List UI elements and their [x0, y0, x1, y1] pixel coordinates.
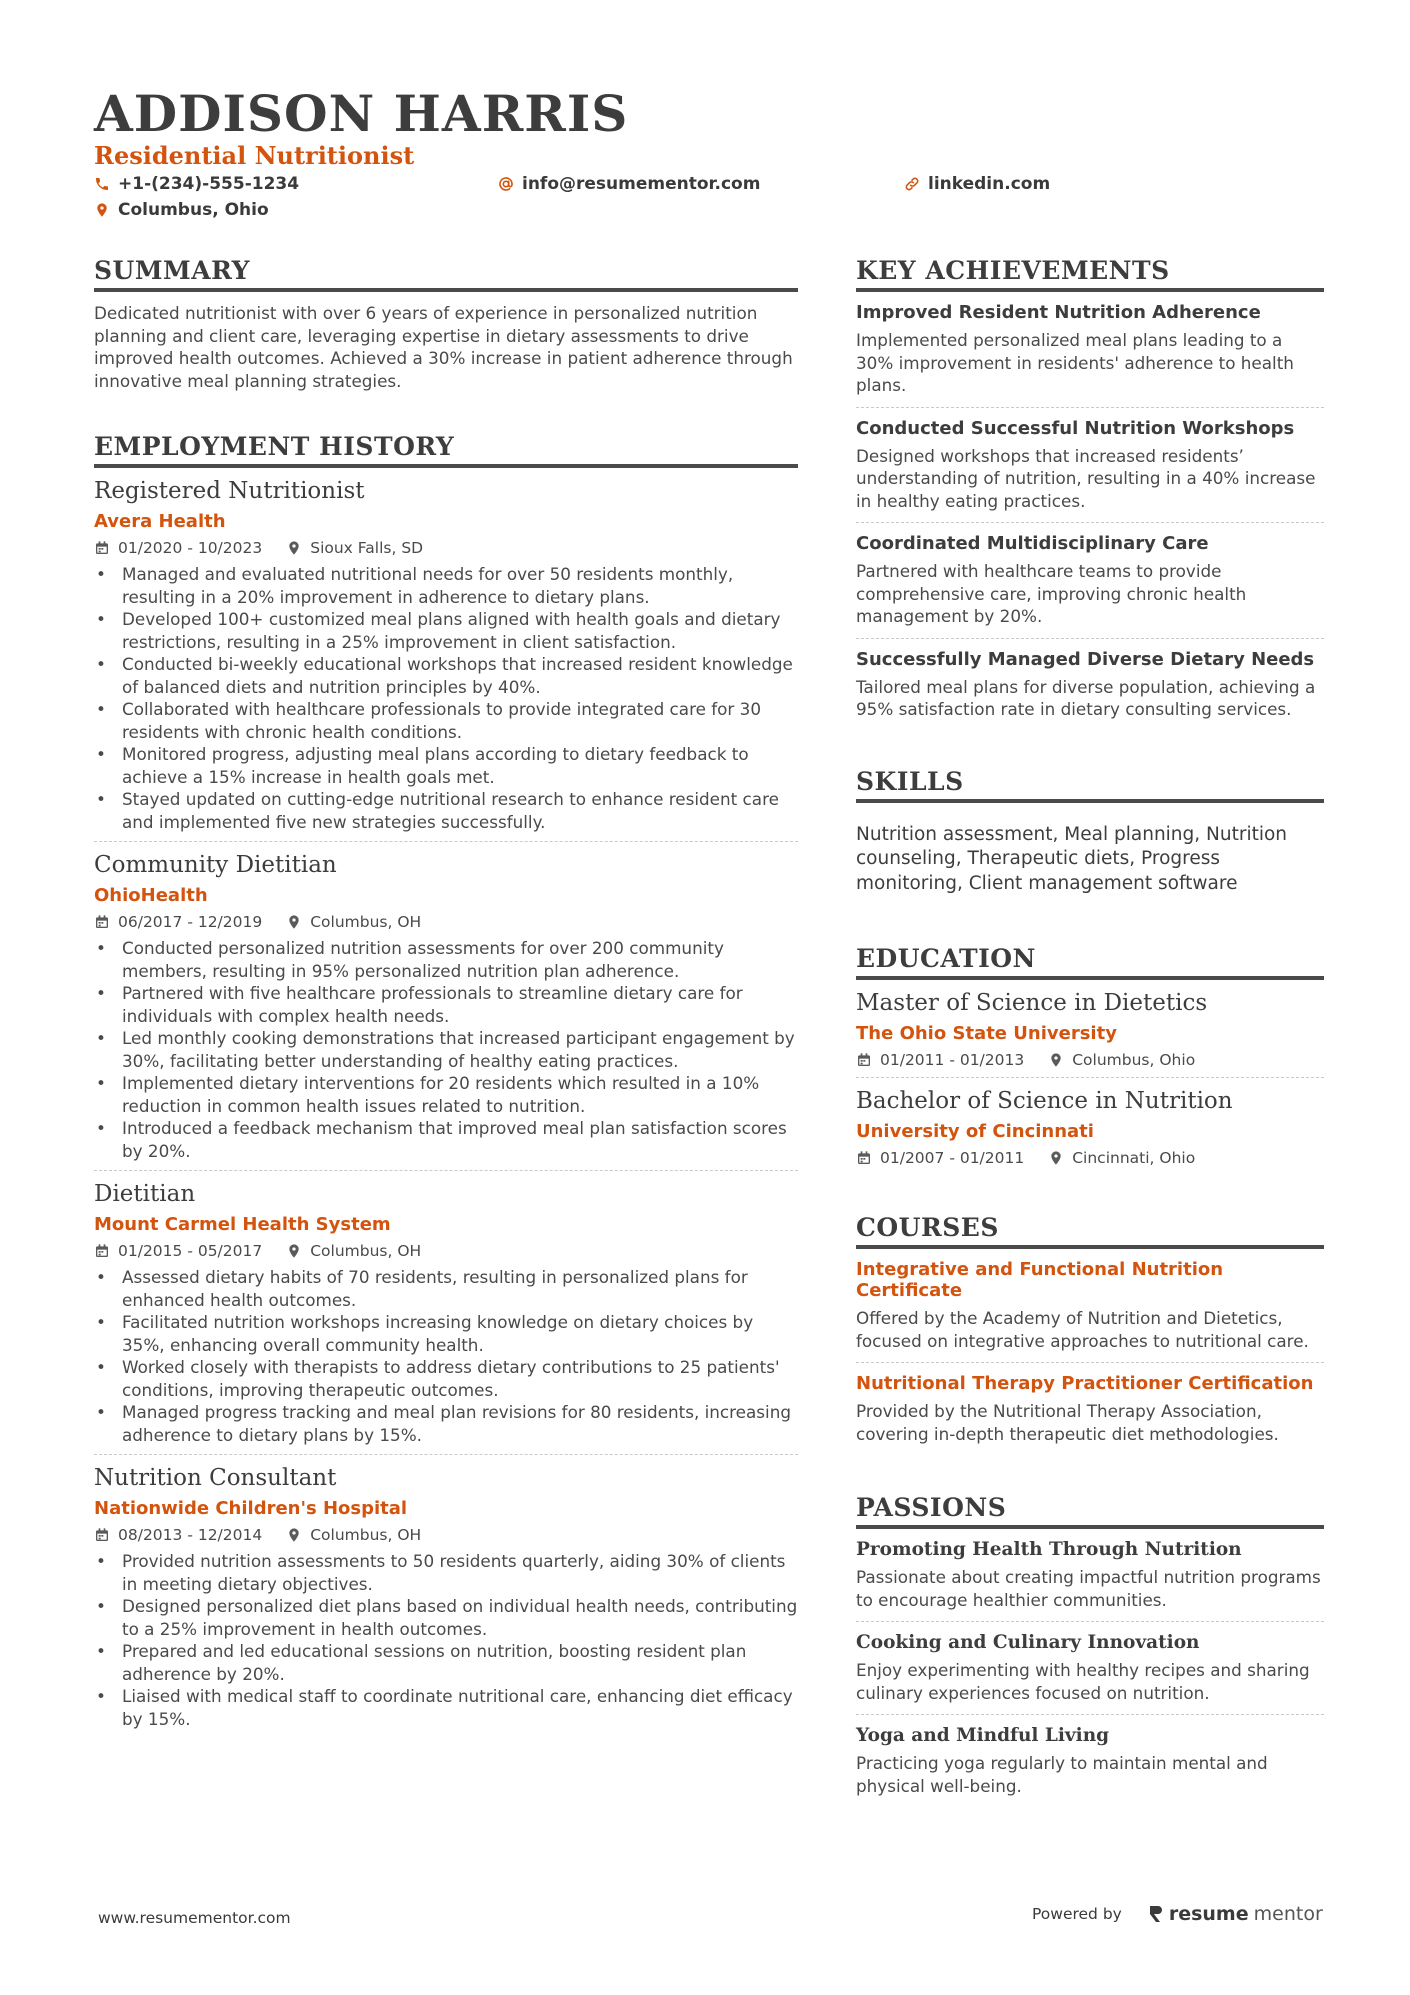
course-item	[856, 1249, 1324, 1363]
link-icon	[904, 176, 920, 192]
school-name: University of Cincinnati	[856, 1121, 1094, 1142]
passion-item	[856, 1622, 1324, 1715]
location-pin-icon	[1048, 1052, 1064, 1068]
calendar-icon	[94, 914, 110, 930]
job-dates	[94, 1526, 262, 1544]
bullet: • Worked closely with therapists to address dietary contributions to 25 patients' conditions, improving therapeutic outcomes.	[94, 1356, 798, 1401]
calendar-icon	[94, 1527, 110, 1543]
footer-website[interactable]: www.resumementor.com	[98, 1909, 291, 1927]
location-text: Columbus, Ohio	[118, 200, 269, 220]
brand-name-part2: mentor	[1253, 1903, 1323, 1925]
education-heading: EDUCATION	[856, 944, 1324, 980]
job-title: Registered Nutritionist	[94, 478, 365, 504]
phone-text: +1-(234)-555-1234	[118, 174, 300, 194]
education-location	[1048, 1051, 1195, 1069]
job-bullets	[94, 937, 798, 1162]
candidate-role: Residential Nutritionist	[94, 141, 415, 170]
bullet: • Introduced a feedback mechanism that improved meal plan satisfaction scores by 20%.	[94, 1117, 798, 1162]
job-location-text: Columbus, OH	[310, 1526, 422, 1544]
job-dates-text: 08/2013 - 12/2014	[118, 1526, 263, 1544]
job-dates-text: 01/2015 - 05/2017	[118, 1242, 263, 1260]
job-meta	[94, 913, 798, 931]
achievement-text: Partnered with healthcare teams to provide comprehensive care, improving chronic health management by 20%.	[856, 561, 1247, 626]
job-title: Dietitian	[94, 1181, 196, 1207]
bullet: • Designed personalized diet plans based on individual health needs, contributing to a 25% improvement in health outcomes.	[94, 1595, 798, 1640]
job-bullets	[94, 563, 798, 833]
employer-name: Avera Health	[94, 511, 226, 532]
achievement-text: Implemented personalized meal plans leading to a 30% improvement in residents' adherence to health plans.	[856, 330, 1294, 395]
employer-name: OhioHealth	[94, 885, 208, 906]
education-location-text: Cincinnati, Ohio	[1072, 1149, 1196, 1167]
candidate-name: ADDISON HARRIS	[94, 84, 629, 143]
calendar-icon	[94, 540, 110, 556]
left-column	[94, 256, 798, 1738]
employer-name: Nationwide Children's Hospital	[94, 1498, 408, 1519]
job-bullets	[94, 1550, 798, 1730]
calendar-icon	[856, 1052, 872, 1068]
degree-title: Bachelor of Science in Nutrition	[856, 1088, 1233, 1114]
powered-by-label: Powered by	[1032, 1905, 1122, 1923]
education-location	[1048, 1149, 1195, 1167]
email-text: info@resumementor.com	[522, 174, 761, 194]
achievement-item	[856, 523, 1324, 639]
job-meta	[94, 1526, 798, 1544]
job-entry	[94, 842, 798, 1171]
education-meta	[856, 1149, 1324, 1167]
bullet: • Prepared and led educational sessions on nutrition, boosting resident plan adherence by 20%.	[94, 1640, 798, 1685]
job-location-text: Sioux Falls, SD	[310, 539, 424, 557]
location-pin-icon	[286, 1243, 302, 1259]
calendar-icon	[856, 1150, 872, 1166]
job-bullets	[94, 1266, 798, 1446]
job-entry	[94, 1455, 798, 1738]
brand-name-part1: resume	[1168, 1903, 1249, 1925]
bullet: • Partnered with five healthcare professionals to streamline dietary care for individuals with complex health needs.	[94, 982, 798, 1027]
job-location	[286, 1242, 421, 1260]
degree-title: Master of Science in Dietetics	[856, 990, 1208, 1016]
bullet: • Implemented dietary interventions for 20 residents which resulted in a 10% reduction in common health issues related to nutrition.	[94, 1072, 798, 1117]
course-title: Nutritional Therapy Practitioner Certification	[856, 1373, 1314, 1394]
job-meta	[94, 1242, 798, 1260]
achievement-title: Successfully Managed Diverse Dietary Needs	[856, 648, 1315, 670]
employment-heading: EMPLOYMENT HISTORY	[94, 432, 798, 468]
course-text: Offered by the Academy of Nutrition and Dietetics, focused on integrative approaches to nutritional care.	[856, 1308, 1309, 1351]
passion-item	[856, 1715, 1324, 1807]
passion-title: Cooking and Culinary Innovation	[856, 1632, 1200, 1653]
bullet: • Collaborated with healthcare professionals to provide integrated care for 30 residents with chronic health conditions.	[94, 698, 798, 743]
achievement-title: Conducted Successful Nutrition Workshops	[856, 417, 1295, 439]
skills-text: Nutrition assessment, Meal planning, Nutrition counseling, Therapeutic diets, Progress monitoring, Client management software	[856, 823, 1288, 894]
location-pin-icon	[286, 540, 302, 556]
contact-phone[interactable]	[94, 174, 299, 194]
course-title: Integrative and Functional Nutrition Certificate	[856, 1259, 1224, 1301]
passion-title: Yoga and Mindful Living	[856, 1725, 1110, 1746]
passion-text: Enjoy experimenting with healthy recipes and sharing culinary experiences focused on nutrition.	[856, 1660, 1310, 1703]
achievement-item	[856, 292, 1324, 408]
linkedin-text: linkedin.com	[928, 174, 1051, 194]
calendar-icon	[94, 1243, 110, 1259]
education-dates-text: 01/2007 - 01/2011	[880, 1149, 1025, 1167]
courses-heading: COURSES	[856, 1213, 1324, 1249]
education-dates	[856, 1149, 1024, 1167]
job-dates	[94, 1242, 262, 1260]
right-column	[856, 256, 1324, 1807]
job-dates	[94, 539, 262, 557]
education-dates-text: 01/2011 - 01/2013	[880, 1051, 1025, 1069]
bullet: • Conducted bi-weekly educational workshops that increased resident knowledge of balanced diets and nutrition principles by 40%.	[94, 653, 798, 698]
summary-heading: SUMMARY	[94, 256, 798, 292]
job-title: Nutrition Consultant	[94, 1465, 337, 1491]
education-item	[856, 980, 1324, 1078]
job-dates-text: 06/2017 - 12/2019	[118, 913, 263, 931]
bullet: • Facilitated nutrition workshops increasing knowledge on dietary choices by 35%, enhancing overall community health.	[94, 1311, 798, 1356]
achievement-title: Improved Resident Nutrition Adherence	[856, 302, 1261, 323]
job-meta	[94, 539, 798, 557]
passion-text: Passionate about creating impactful nutrition programs to encourage healthier communities.	[856, 1567, 1321, 1610]
passion-title: Promoting Health Through Nutrition	[856, 1539, 1242, 1560]
bullet: • Liaised with medical staff to coordinate nutritional care, enhancing diet efficacy by 15%.	[94, 1685, 798, 1730]
course-text: Provided by the Nutritional Therapy Association, covering in-depth therapeutic diet methodologies.	[856, 1401, 1279, 1444]
summary-text: Dedicated nutritionist with over 6 years of experience in personalized nutrition planning and client care, leveraging expertise in dietary assessments to drive improved health outcomes. Achieved a 30% increase in patient adherence through innovative meal planning strategies.	[94, 303, 793, 391]
bullet: • Conducted personalized nutrition assessments for over 200 community members, resulting in 95% personalized nutrition plan adherence.	[94, 937, 798, 982]
footer-branding	[1032, 1903, 1323, 1925]
job-location-text: Columbus, OH	[310, 1242, 422, 1260]
job-location	[286, 913, 421, 931]
achievement-item	[856, 639, 1324, 731]
job-entry	[94, 468, 798, 842]
course-item	[856, 1363, 1324, 1455]
job-location	[286, 1526, 421, 1544]
achievements-heading: KEY ACHIEVEMENTS	[856, 256, 1324, 292]
job-location-text: Columbus, OH	[310, 913, 422, 931]
job-title: Community Dietitian	[94, 852, 337, 878]
achievement-item	[856, 408, 1324, 524]
achievement-text: Tailored meal plans for diverse population, achieving a 95% satisfaction rate in dietary consulting services.	[856, 676, 1316, 719]
contact-linkedin[interactable]	[904, 174, 1050, 194]
job-entry	[94, 1171, 798, 1455]
bullet: • Assessed dietary habits of 70 residents, resulting in personalized plans for enhanced health outcomes.	[94, 1266, 798, 1311]
achievement-text: Designed workshops that increased residents’ understanding of nutrition, resulting in a 40% increase in healthy eating practices.	[856, 445, 1316, 511]
brand-logo[interactable]	[1148, 1903, 1323, 1925]
education-dates	[856, 1051, 1024, 1069]
phone-icon	[94, 176, 110, 192]
education-meta	[856, 1051, 1324, 1069]
bullet: • Led monthly cooking demonstrations that increased participant engagement by 30%, facilitating better understanding of healthy eating practices.	[94, 1027, 798, 1072]
location-pin-icon	[94, 202, 110, 218]
job-dates-text: 01/2020 - 10/2023	[118, 539, 263, 557]
contact-location	[94, 200, 269, 220]
bullet: • Provided nutrition assessments to 50 residents quarterly, aiding 30% of clients in meeting dietary objectives.	[94, 1550, 798, 1595]
location-pin-icon	[1048, 1150, 1064, 1166]
location-pin-icon	[286, 914, 302, 930]
bullet: • Managed and evaluated nutritional needs for over 50 residents monthly, resulting in a 20% improvement in adherence to dietary plans.	[94, 563, 798, 608]
skills-heading: SKILLS	[856, 767, 1324, 803]
job-location	[286, 539, 423, 557]
passion-text: Practicing yoga regularly to maintain mental and physical well-being.	[856, 1753, 1268, 1796]
bullet: • Managed progress tracking and meal plan revisions for 80 residents, increasing adherence to dietary plans by 15%.	[94, 1401, 798, 1446]
bullet: • Monitored progress, adjusting meal plans according to dietary feedback to achieve a 15% increase in health goals met.	[94, 743, 798, 788]
at-icon	[498, 176, 514, 192]
bullet: • Developed 100+ customized meal plans aligned with health goals and dietary restrictions, resulting in a 25% improvement in client satisfaction.	[94, 608, 798, 653]
school-name: The Ohio State University	[856, 1023, 1117, 1044]
location-pin-icon	[286, 1527, 302, 1543]
education-item	[856, 1078, 1324, 1175]
contact-email[interactable]	[498, 174, 760, 194]
passion-item	[856, 1529, 1324, 1622]
passions-heading: PASSIONS	[856, 1493, 1324, 1529]
employer-name: Mount Carmel Health System	[94, 1214, 391, 1235]
bullet: • Stayed updated on cutting-edge nutritional research to enhance resident care and implemented five new strategies successfully.	[94, 788, 798, 833]
resumementor-logo-icon	[1148, 1904, 1164, 1924]
job-dates	[94, 913, 262, 931]
achievement-title: Coordinated Multidisciplinary Care	[856, 533, 1209, 554]
education-location-text: Columbus, Ohio	[1072, 1051, 1196, 1069]
